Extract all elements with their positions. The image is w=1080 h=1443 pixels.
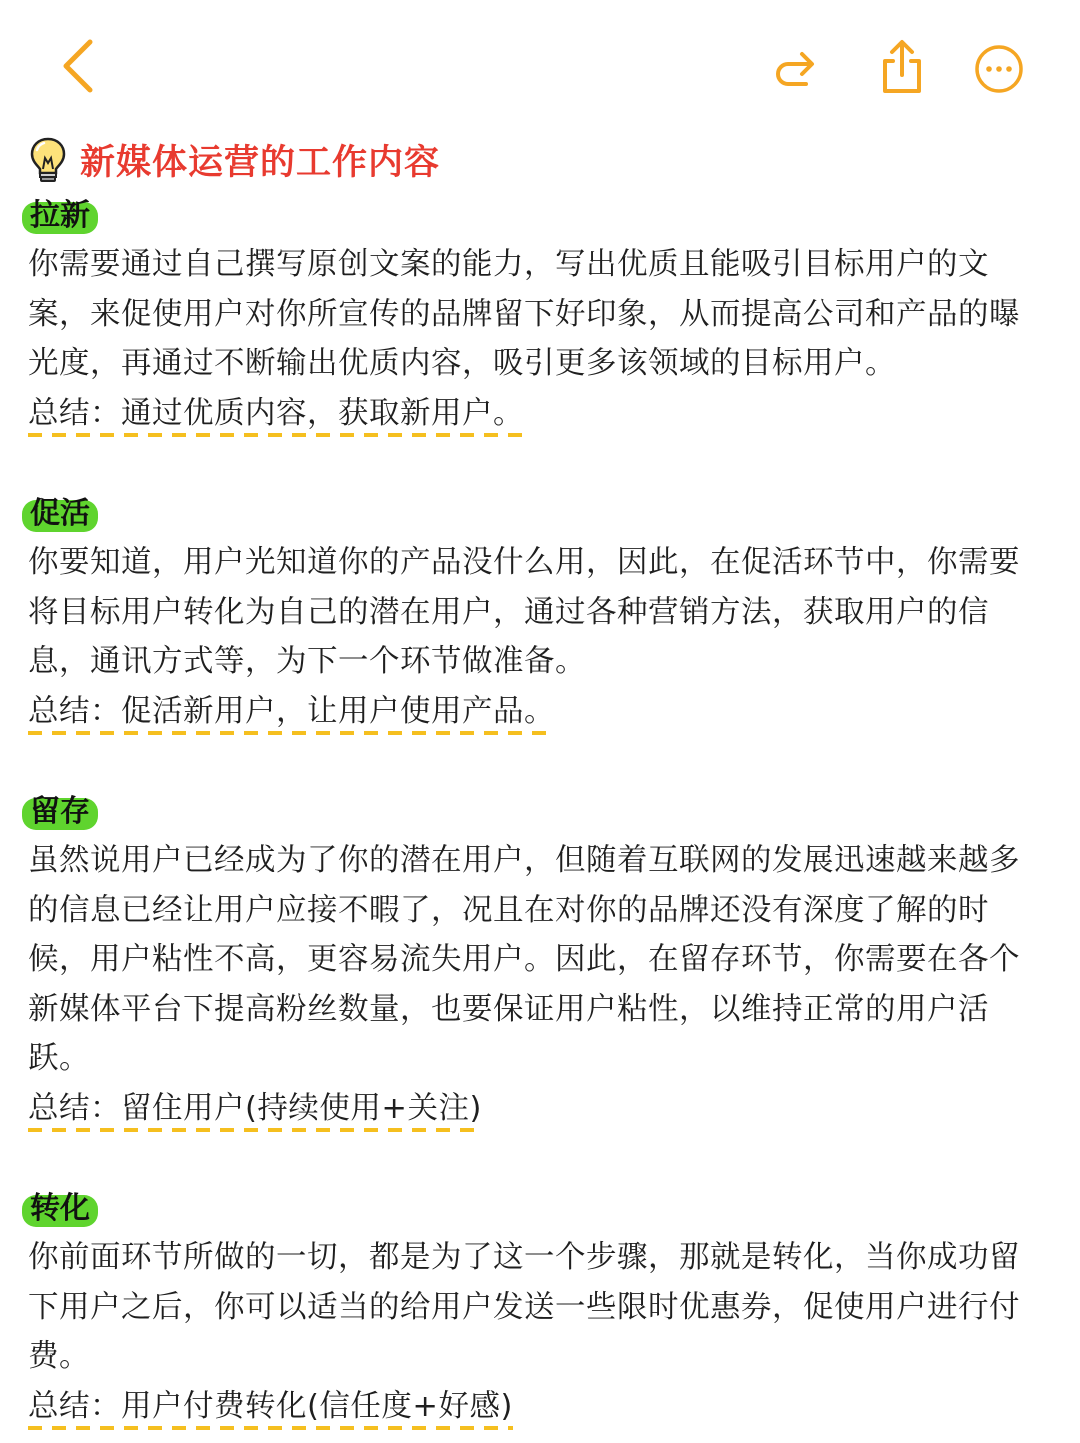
ellipsis-circle-icon (973, 43, 1025, 95)
top-toolbar (0, 0, 1080, 130)
section-heading-text: 促活 (30, 496, 90, 531)
section-body: 你要知道，用户光知道你的产品没什么用，因此，在促活环节中，你需要将目标用户转化为自己的潜在用户，通过各种营销方法，获取用户的信息，通讯方式等，为下一个环节做准备。 (28, 545, 1020, 679)
section-lanew (28, 190, 1028, 438)
section-liucun (28, 786, 1028, 1133)
section-heading-text: 转化 (30, 1191, 90, 1226)
section-heading-text: 拉新 (30, 198, 90, 233)
back-button[interactable] (48, 34, 108, 98)
section-summary: 总结：留住用户(持续使用+关注) (28, 1084, 482, 1134)
light-bulb-icon (28, 136, 68, 184)
section-body: 你需要通过自己撰写原创文案的能力，写出优质且能吸引目标用户的文案，来促使用户对你所宣传的品牌留下好印象，从而提高公司和产品的曝光度，再通过不断输出优质内容，吸引更多该领域的目标用户。 (28, 247, 1020, 381)
section-heading (28, 490, 92, 538)
spacer (28, 438, 1028, 488)
note-content[interactable] (28, 132, 1028, 1431)
section-summary: 总结：用户付费转化(信任度+好感) (28, 1382, 513, 1432)
redo-arrow-icon (772, 44, 820, 92)
section-heading-text: 留存 (30, 794, 90, 829)
spacer (28, 736, 1028, 786)
spacer (28, 1133, 1028, 1183)
redo-button[interactable] (768, 40, 824, 96)
section-zhuanhua (28, 1183, 1028, 1431)
more-button[interactable] (970, 40, 1028, 98)
chevron-left-icon (58, 36, 98, 96)
note-title: 新媒体运营的工作内容 (80, 143, 441, 183)
note-title-row (28, 132, 1028, 188)
section-summary: 总结：通过优质内容，获取新用户。 (28, 389, 524, 439)
section-body: 你前面环节所做的一切，都是为了这一个步骤，那就是转化，当你成功留下用户之后，你可以适当的给用户发送一些限时优惠券，促使用户进行付费。 (28, 1240, 1020, 1374)
share-button[interactable] (872, 36, 932, 98)
section-heading (28, 1185, 92, 1233)
section-heading (28, 192, 92, 240)
section-heading (28, 788, 92, 836)
share-icon (879, 39, 925, 95)
section-body: 虽然说用户已经成为了你的潜在用户，但随着互联网的发展迅速越来越多的信息已经让用户应接不暇了，况且在对你的品牌还没有深度了解的时候，用户粘性不高，更容易流失用户。因此，在留存环节，你需要在各个新媒体平台下提高粉丝数量，也要保证用户粘性，以维持正常的用户活跃。 (28, 843, 1020, 1076)
section-cuhuo (28, 488, 1028, 736)
section-summary: 总结：促活新用户，让用户使用产品。 (28, 687, 555, 737)
